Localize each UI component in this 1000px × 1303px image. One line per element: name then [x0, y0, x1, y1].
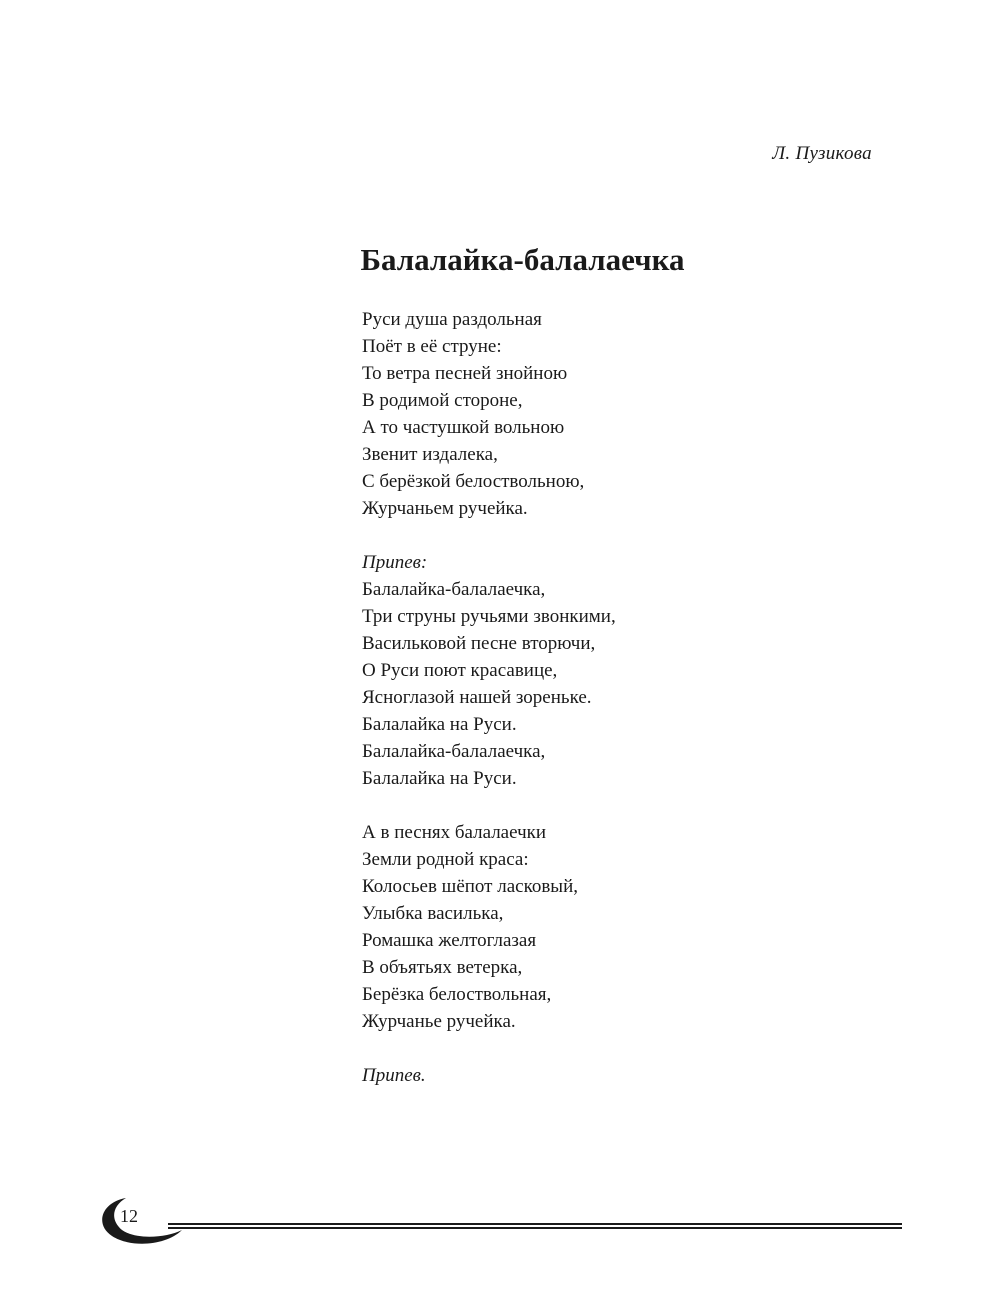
- poem-line: В объятьях ветерка,: [362, 957, 523, 978]
- chorus: [362, 549, 616, 792]
- poem-line: Балалайка-балалаечка,: [362, 579, 546, 600]
- poem-line: Звенит издалека,: [362, 444, 498, 465]
- page-title: Балалайка-балалаечка: [360, 242, 685, 277]
- author-name: Л. Пузикова: [772, 143, 872, 164]
- poem-line: Ясноглазой нашей зореньке.: [362, 687, 592, 708]
- poem-line: То ветра песней знойною: [362, 363, 568, 384]
- poem-line: А то частушкой вольною: [362, 417, 565, 438]
- poem-line: Журчанье ручейка.: [362, 1011, 516, 1032]
- chorus-label: Припев:: [362, 552, 428, 573]
- poem-line: Руси душа раздольная: [362, 309, 542, 330]
- page-footer: [96, 1194, 902, 1250]
- poem-line: Балалайка-балалаечка,: [362, 741, 546, 762]
- chorus-repeat-label: Припев.: [362, 1065, 426, 1086]
- poem-line: Улыбка василька,: [362, 903, 504, 924]
- poem-line: Земли родной краса:: [362, 849, 529, 870]
- footer-ornament: [96, 1194, 902, 1250]
- poem-line: Ромашка желтоглазая: [362, 930, 537, 951]
- verse-2: [362, 819, 616, 1035]
- poem-line: Берёзка белоствольная,: [362, 984, 552, 1005]
- verse-1: [362, 306, 616, 522]
- poem-line: А в песнях балалаечки: [362, 822, 547, 843]
- poem-line: Поёт в её струне:: [362, 336, 502, 357]
- poem-body: [362, 306, 616, 1089]
- poem-line: Балалайка на Руси.: [362, 714, 517, 735]
- poem-line: Балалайка на Руси.: [362, 768, 517, 789]
- page-number: 12: [120, 1206, 138, 1226]
- poem-line: О Руси поют красавице,: [362, 660, 558, 681]
- poem-line: Журчаньем ручейка.: [362, 498, 528, 519]
- poem-line: Васильковой песне вторючи,: [362, 633, 596, 654]
- poem-line: Колосьев шёпот ласковый,: [362, 876, 578, 897]
- poem-line: С берёзкой белоствольною,: [362, 471, 585, 492]
- poem-line: В родимой стороне,: [362, 390, 523, 411]
- poem-line: Три струны ручьями звонкими,: [362, 606, 616, 627]
